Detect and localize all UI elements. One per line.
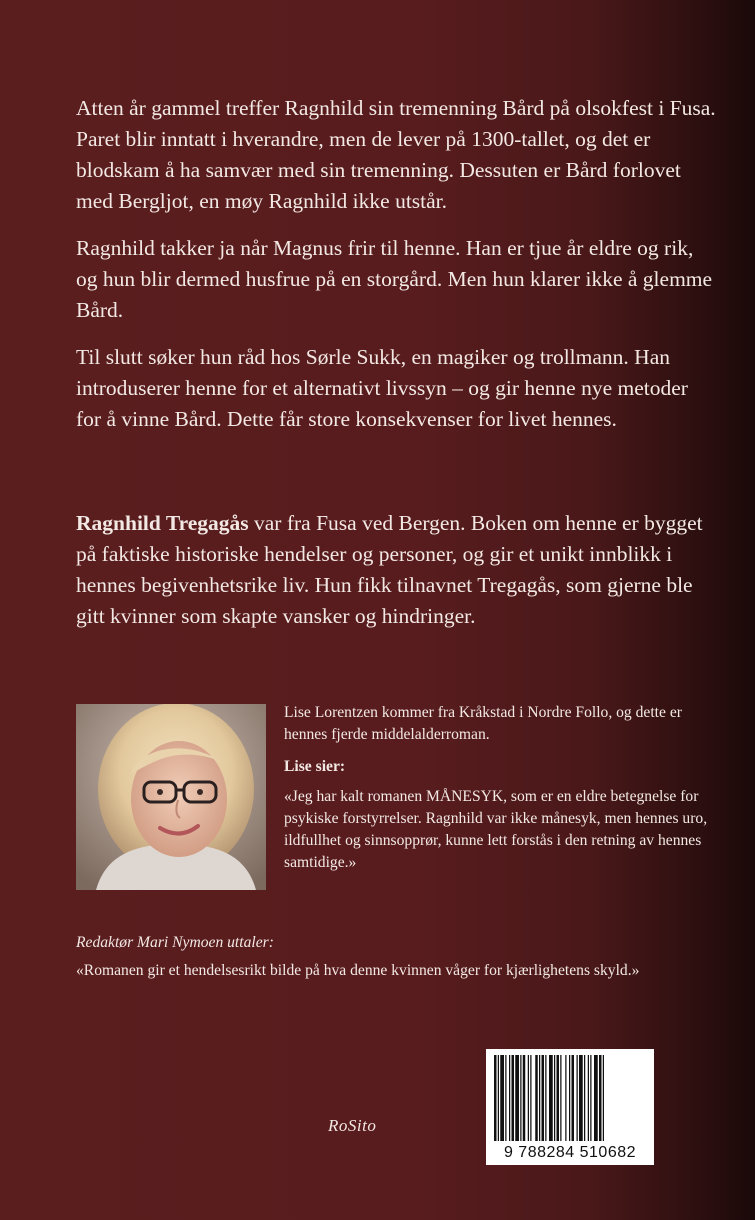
editor-quote: «Romanen gir et hendelsesrikt bilde på hva denne kvinnen våger for kjærlighetens skyld.» bbox=[76, 962, 640, 979]
isbn-number: 9 788284 510682 bbox=[503, 1144, 637, 1161]
publisher-logo: RoSito bbox=[328, 1116, 377, 1135]
author-says-label: Lise sier: bbox=[284, 758, 346, 775]
isbn-barcode bbox=[486, 1049, 654, 1165]
author-quote: «Jeg har kalt romanen MÅNESYK, som er en eldre betegnelse for psykiske forstyrrelser. Ragnhild var ikke månesyk, men hennes uro, ildfullhet og sinnsopprør, kunne lett forstås i den retning av hennes samtidige.» bbox=[284, 788, 708, 871]
blurb bbox=[76, 93, 716, 451]
editor-section bbox=[76, 932, 716, 982]
blurb-paragraph-1: Atten år gammel treffer Ragnhild sin tremenning Bård på olsokfest i Fusa. Paret blir inntatt i hverandre, men de lever på 1300-tallet, og det er blodskam å ha samvær med sin tremenning. Dessuten er Bård forlovet med Bergljot, en møy Ragnhild ikke utstår. bbox=[76, 96, 716, 213]
subject-description bbox=[76, 508, 716, 632]
author-section bbox=[284, 702, 716, 874]
author-photo bbox=[76, 704, 266, 890]
blurb-paragraph-2: Ragnhild takker ja når Magnus frir til henne. Han er tjue år eldre og rik, og hun blir dermed husfrue på en storgård. Men hun klarer ikke å glemme Bård. bbox=[76, 236, 713, 322]
author-bio: Lise Lorentzen kommer fra Kråkstad i Nordre Follo, og dette er hennes fjerde middelalderroman. bbox=[284, 704, 682, 743]
editor-lead: Redaktør Mari Nymoen uttaler: bbox=[76, 934, 274, 951]
subject-text: var fra Fusa ved Bergen. Boken om henne er bygget på faktiske historiske hendelser og personer, og gir et unikt innblikk i hennes begivenhetsrike liv. Hun fikk tilnavnet Tregagås, som gjerne ble gitt kvinner som skapte vansker og hindringer. bbox=[76, 511, 703, 628]
blurb-paragraph-3: Til slutt søker hun råd hos Sørle Sukk, en magiker og trollmann. Han introduserer henne for et alternativt livssyn – og gir henne nye metoder for å vinne Bård. Dette får store konsekvenser for livet hennes. bbox=[76, 345, 688, 431]
author-portrait-image bbox=[76, 704, 266, 890]
subject-name: Ragnhild Tregagås bbox=[76, 511, 249, 535]
